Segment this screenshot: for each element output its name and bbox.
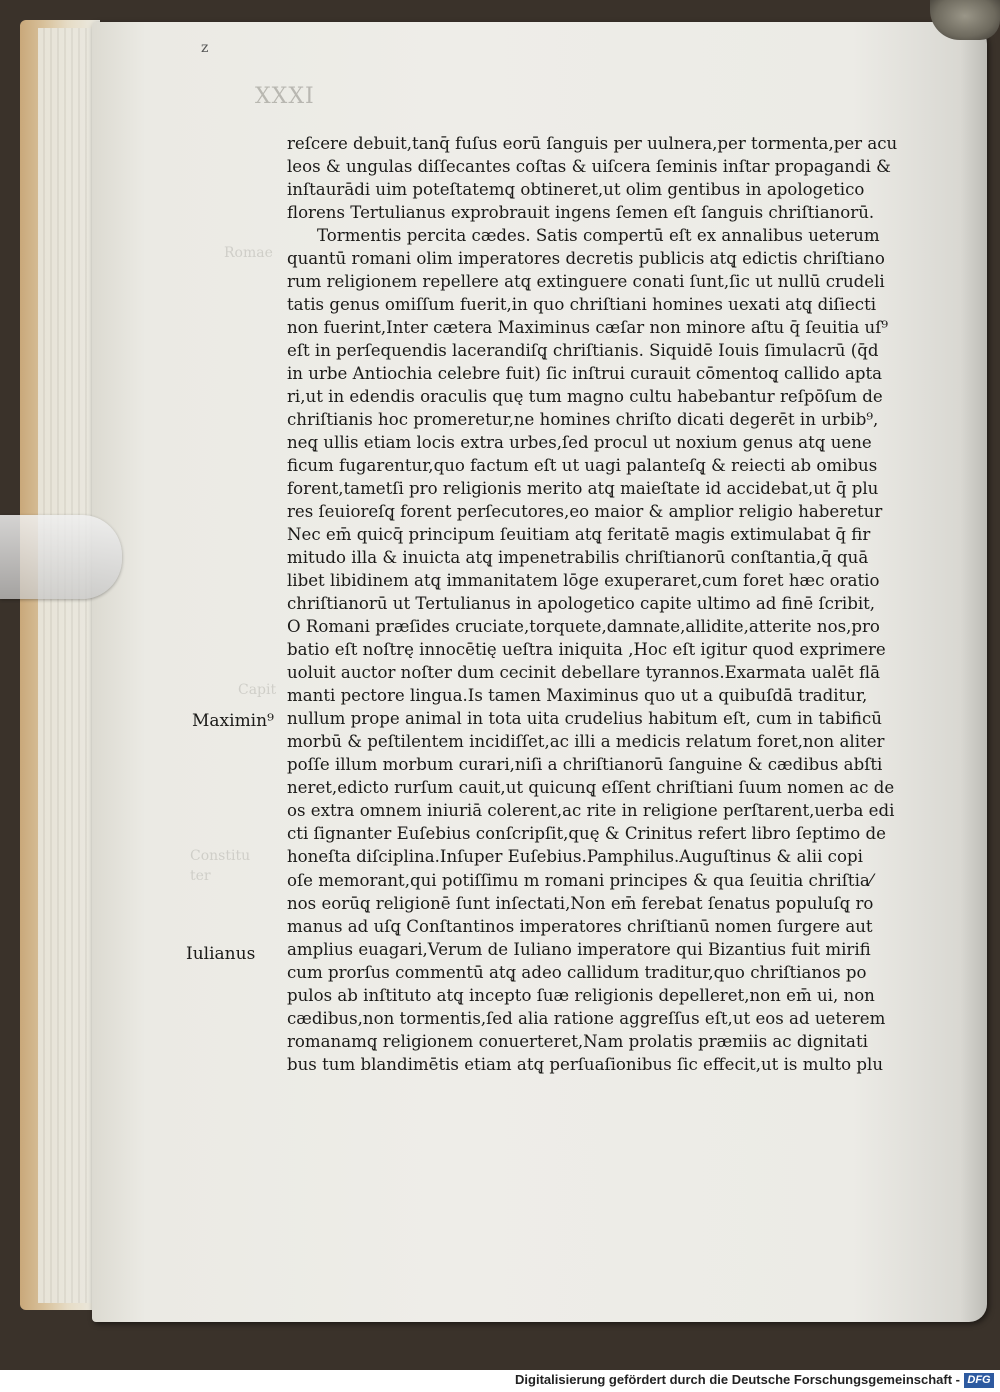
text-line: manti pectore lingua.Is tamen Maximinus quo ut a quibuſdā traditur,	[287, 686, 868, 706]
text-line: oſe memorant,qui potiſſimu m romani principes & qua ſeuitia chriſtia⁄	[287, 870, 873, 890]
bleed-through-text: Romae	[224, 245, 273, 261]
text-line: quantū romani olim imperatores decretis publicis atq̨ edictis chriſtiano	[287, 249, 885, 269]
text-line: cædibus,non tormentis,ſed alia ratione aggreſſus eſt,ut eos ad ueterem	[287, 1008, 886, 1028]
text-line: reſcere debuit,tanq̄ fuſus eorū ſanguis per uulnera,per tormenta,per acu	[287, 134, 898, 153]
text-line: romanamq̨ religionem conuerteret,Nam prolatis præmiis ac dignitati	[287, 1031, 868, 1051]
text-line: bus tum blandimētis etiam atq̨ perſuaſionibus ſic effecit,ut is multo plu	[287, 1054, 884, 1074]
text-line: Nec em̄ quicq̄ principum ſeuitiam atq̨ feritatē magis extimulabat q̄ fir	[287, 525, 871, 545]
text-line: in urbe Antiochia celebre fuit) ſic inſtrui curauit cōmentoq̨ callido apta	[287, 364, 883, 384]
text-line: os extra omnem iniuriā colerent,ac rite in religione perſtarent,uerba edi	[287, 801, 895, 821]
text-line: res ſeuioreſq̨ forent perſecutores,eo maior & amplior religio haberetur	[287, 502, 883, 522]
text-line: batio eſt noſtrę innocētię ueſtra iniquita ,Hoc eſt igitur quod exprimere	[287, 640, 886, 660]
text-line: nullum prope animal in tota uita crudelius habitum eſt, cum in tabificū	[287, 709, 882, 729]
text-line: nos eorūq̨ religionē ſunt inſectati,Non em̄ ferebat ſenatus populuſq̨ ro	[287, 893, 874, 913]
text-line: neq̨ ullis etiam locis extra urbes,ſed procul ut noxium genus atq̨ uene	[287, 433, 872, 453]
page-stack	[38, 28, 98, 1303]
dfg-logo: DFG	[964, 1373, 994, 1388]
funding-notice: Digitalisierung gefördert durch die Deutsche Forschungsgemeinschaft -	[515, 1372, 960, 1387]
folio-number: XXXI	[255, 84, 315, 109]
text-line: cti ſignanter Euſebius conſcripſit,quę & Crinitus refert libro ſeptimo de	[287, 824, 886, 844]
body-text	[287, 132, 932, 1076]
text-line: amplius euagari,Verum de Iuliano imperatore qui Bizantius fuit mirifi	[287, 939, 871, 959]
footer-bar	[0, 1370, 1000, 1392]
bleed-through-text: Constitu	[190, 848, 251, 864]
text-line: eſt in perſequendis lacerandiſq̨ chriſtianis. Siquidē Iouis ſimulacrū (q̄d	[287, 341, 879, 361]
text-line: libet libidinem atq̨ immanitatem lōge exuperaret,cum foret hæc oratio	[287, 571, 880, 591]
bleed-through-text: ter	[190, 868, 211, 884]
text-line: rum religionem repellere atq̨ extinguere conati ſunt,ſic ut nullū crudeli	[287, 272, 885, 292]
text-line: honeſta diſciplina.Inſuper Euſebius.Pamphilus.Auguſtinus & alii copi	[287, 847, 863, 867]
page-holder-tab	[0, 515, 122, 599]
text-line: inſtaurādi uim poteſtatemq̨ obtineret,ut olim gentibus in apologetico	[287, 180, 865, 200]
text-line: ficum fugarentur,quo factum eſt ut uagi palanteſq̨ & reiecti ab omibus	[287, 456, 878, 476]
text-line: manus ad uſq̨ Conſtantinos imperatores chriſtianū nomen ſurgere aut	[287, 916, 873, 936]
text-line: cum prorſus commentū atq̨ adeo callidum traditur,quo chriſtianos po	[287, 962, 867, 982]
text-line: florens Tertulianus exprobrauit ingens ſemen eſt ſanguis chriſtianorū.	[287, 203, 875, 223]
text-line: pulos ab inſtituto atq̨ incepto ſuæ religionis depelleret,non em̄ ui, non	[287, 985, 875, 1005]
text-line: O Romani præſides cruciate,torquete,damnate,allidite,atterite nos,pro	[287, 617, 880, 637]
text-line: non fuerint,Inter cætera Maximinus cæſar non minore aſtu q̄ ſeuitia uſ⁹	[287, 318, 888, 338]
text-line: poſſe illum morbum curari,niſi a chriſtianorū ſanguine & cædibus abſti	[287, 755, 883, 775]
text-line: ri,ut in edendis oraculis quę tum magno cultu habebantur reſpōſum de	[287, 387, 883, 407]
text-line: neret,edicto rurſum cauit,ut quicunq̨ eſſent chriſtiani ſuum nomen ac de	[287, 778, 895, 798]
text-line: forent,tametſi pro religionis merito atq̨ maieſtate id accidebat,ut q̄ plu	[287, 479, 879, 499]
text-line: chriſtianorū ut Tertulianus in apologetico capite ultimo ad finē ſcribit,	[287, 594, 876, 614]
text-line: uoluit auctor noſter dum cecinit debellare tyrannos.Exarmata ualēt flā	[287, 663, 880, 683]
text-line: mitudo illa & inuicta atq̨ impenetrabilis chriſtianorū conſtantia,q̄ quā	[287, 548, 869, 568]
text-line: morbū & peſtilentem incidiſſet,ac illi a medicis relatum foret,non aliter	[287, 732, 885, 752]
text-line: chriſtianis hoc promeretur,ne homines chriſto dicati degerēt in urbib⁹,	[287, 410, 879, 430]
text-line: leos & ungulas diſſecantes coſtas & uiſcera ſeminis inſtar propagandi &	[287, 157, 891, 177]
text-line: Tormentis percita cædes. Satis compertū eſt ex annalibus ueterum	[317, 226, 880, 246]
signature-mark: z	[201, 40, 209, 56]
margin-note-maximinus: Maximin⁹	[192, 711, 274, 731]
bleed-through-text: Capit	[238, 682, 277, 698]
text-line: tatis genus omiſſum fuerit,in quo chriſtiani homines uexati atq̨ diſiecti	[287, 295, 877, 315]
margin-note-iulianus: Iulianus	[186, 944, 256, 964]
